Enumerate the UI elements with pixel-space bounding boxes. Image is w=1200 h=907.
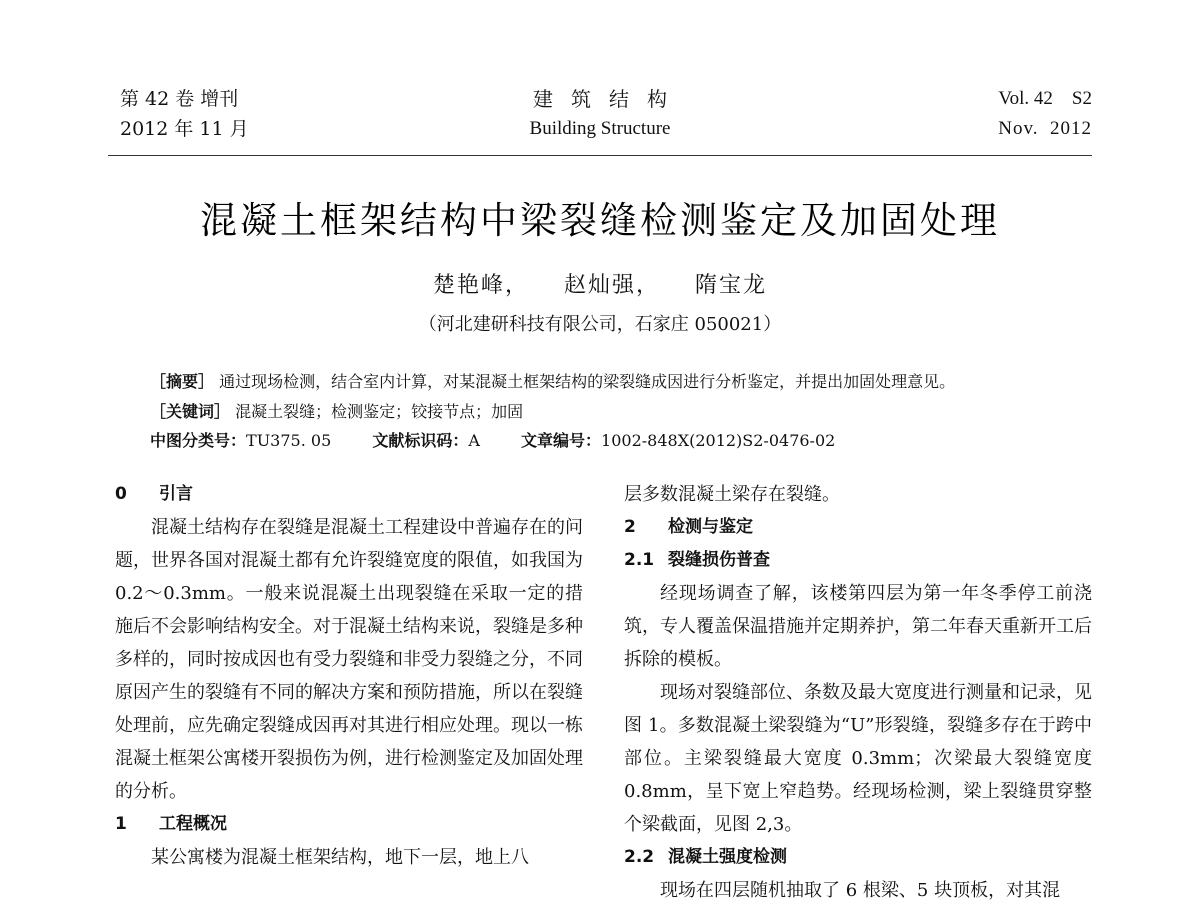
paragraph-continued: 层多数混凝土梁存在裂缝。 xyxy=(624,484,840,505)
journal-name-cn: 建筑结构 xyxy=(533,87,685,111)
journal-info-right xyxy=(998,84,1092,144)
affiliation: （河北建研科技有限公司，石家庄 050021） xyxy=(418,314,782,335)
paragraph: 混凝土结构存在裂缝是混凝土工程建设中普遍存在的问题，世界各国对混凝土都有允许裂缝宽度的限值，如我国为 0.2～0.3mm。一般来说混凝土出现裂缝在采取一定的措施后不会影响结构安全。对于混凝土结构来说，裂缝是多种多样的，同时按成因也有受力裂缝和非受力裂缝之分，不同原因产生的裂缝有不同的解决方案和预防措施，所以在裂缝处理前，应先确定裂缝成因再对其进行相应处理。现以一栋混凝土框架公寓楼开裂损伤为例，进行检测鉴定及加固处理的分析。 xyxy=(115,517,583,802)
paragraph: 现场在四层随机抽取了 6 根梁、5 块顶板，对其混 xyxy=(660,880,1061,901)
article-number-value: 1002-848X(2012)S2-0476-02 xyxy=(601,431,836,450)
doc-code-label: 文献标识码： xyxy=(372,431,469,450)
keywords xyxy=(150,402,523,422)
publication-date: 2012 年 11 月 xyxy=(120,118,249,140)
subsection-number: 2.1 xyxy=(624,550,655,570)
classification-codes xyxy=(150,431,871,451)
date-en: Nov. 2012 xyxy=(998,118,1092,139)
section-number: 1 xyxy=(115,814,127,834)
left-column xyxy=(115,478,583,874)
paragraph: 经现场调查了解，该楼第四层为第一年冬季停工前浇筑，专人覆盖保温措施并定期养护，第二年春天重新开工后拆除的模板。 xyxy=(624,583,1092,670)
subsection-number: 2.2 xyxy=(624,847,655,867)
article-number-label: 文章编号： xyxy=(521,431,602,450)
section-title: 工程概况 xyxy=(159,814,227,834)
journal-name-en: Building Structure xyxy=(529,118,671,139)
section-heading xyxy=(624,511,1092,544)
paragraph: 某公寓楼为混凝土框架结构，地下一层，地上八 xyxy=(151,847,529,868)
abstract-label: ［摘要］ xyxy=(150,372,215,391)
subsection-heading xyxy=(624,841,1092,874)
volume-issue: 第 42 卷 增刊 xyxy=(120,88,239,110)
keywords-text: 混凝土裂缝；检测鉴定；铰接节点；加固 xyxy=(235,402,524,421)
section-title: 引言 xyxy=(159,484,193,504)
author-list: 楚艳峰， 赵灿强， 隋宝龙 xyxy=(433,273,767,298)
subsection-title: 裂缝损伤普查 xyxy=(668,550,770,570)
paragraph: 现场对裂缝部位、条数及最大宽度进行测量和记录，见图 1。多数混凝土梁裂缝为“U”形裂缝，裂缝多存在于跨中部位。主梁裂缝最大宽度 0.3mm；次梁最大裂缝宽度 0.8mm，呈下宽上窄趋势。经现场检测，梁上裂缝贯穿整个梁截面，见图 2,3。 xyxy=(624,682,1092,835)
doc-code-value: A xyxy=(468,431,480,450)
section-number: 2 xyxy=(624,517,636,537)
section-heading xyxy=(115,808,583,841)
section-title: 检测与鉴定 xyxy=(668,517,753,537)
clc-value: TU375. 05 xyxy=(246,431,332,450)
abstract xyxy=(150,372,955,392)
keywords-label: ［关键词］ xyxy=(150,402,231,421)
section-number: 0 xyxy=(115,484,127,504)
section-heading xyxy=(115,478,583,511)
subsection-title: 混凝土强度检测 xyxy=(668,847,787,867)
header-divider xyxy=(108,155,1092,156)
volume-en: Vol. 42 S2 xyxy=(998,88,1092,109)
clc-label: 中图分类号： xyxy=(150,431,247,450)
right-column xyxy=(624,478,1092,907)
paper-title: 混凝土框架结构中梁裂缝检测鉴定及加固处理 xyxy=(200,199,1000,242)
subsection-heading xyxy=(624,544,1092,577)
abstract-text: 通过现场检测，结合室内计算，对某混凝土框架结构的梁裂缝成因进行分析鉴定，并提出加固处理意见。 xyxy=(219,372,956,391)
